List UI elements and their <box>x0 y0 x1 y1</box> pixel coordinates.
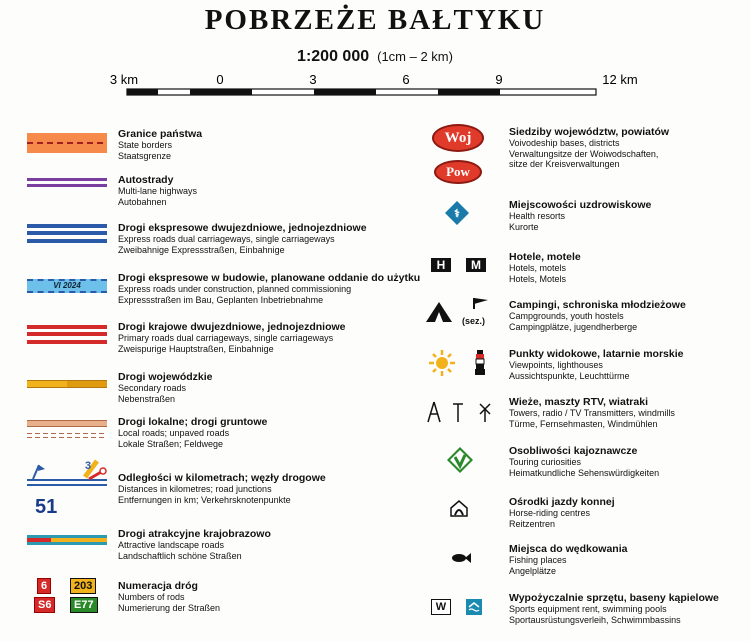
legend-entry-express-roads: Drogi ekspresowe dwujezdniowe, jednojezdniowe Express roads dual carriageways, single carriageways Zweibahnige Expressstraßen, Einbahnige <box>118 222 367 255</box>
scale-note: (1cm – 2 km) <box>377 49 453 64</box>
fishing-icon <box>450 552 472 564</box>
legend-entry-hotels: Hotele, motele Hotels, motels Hotels, Motels <box>509 251 581 284</box>
scale-bar <box>0 72 750 102</box>
legend-title: POBRZEŻE BAŁTYKU <box>204 4 546 36</box>
season-label: (sez.) <box>462 316 486 326</box>
state-border-symbol <box>27 133 107 153</box>
road-number-badge: 6 <box>37 578 51 594</box>
legend-entry-curiosities: Osobliwości kajoznawcze Touring curiosities Heimatkundliche Sehenswürdigkeiten <box>509 445 660 478</box>
legend-entry-voivodeship-roads: Drogi wojewódzkie Secondary roads Nebenstraßen <box>118 371 213 404</box>
legend-entry-express-construction: Drogi ekspresowe w budowie, planowane oddanie do użytku Express roads under construction, planned commissioning Expressstraßen im Bau, Geplanten Inbetriebnahme <box>118 272 421 305</box>
legend-entry-campings: Campingi, schroniska młodzieżowe Campgrounds, youth hostels Campingplätze, jugendherberge <box>509 299 686 332</box>
scale-ratio: 1:200 000 (1cm – 2 km) <box>297 48 453 65</box>
scale-tick-label: 0 <box>216 72 224 87</box>
highway-symbol <box>27 178 107 187</box>
touring-curiosity-icon <box>446 446 474 474</box>
legend-entry-national-roads: Drogi krajowe dwujezdniowe, jednojezdniowe Primary roads dual carriageways, single carriageways Zweispurige Hauptstraßen, Einbahnige <box>118 321 346 354</box>
svg-text:⚕: ⚕ <box>454 208 460 220</box>
construction-date-label: VI 2024 <box>27 279 107 293</box>
local-road-symbol <box>27 420 107 438</box>
health-resort-icon <box>444 200 470 226</box>
scenic-road-symbol <box>27 535 107 545</box>
legend-entry-rentals: Wypożyczalnie sprzętu, baseny kąpielowe Sports equipment rent, swimming pools Sportausrüstungsverleih, Schwimmbassins <box>509 592 719 625</box>
district-seat-symbol: Pow <box>434 160 482 184</box>
tower-mast-windmill-icons <box>424 400 498 424</box>
legend-entry-seats: Siedziby województw, powiatów Voivodeship bases, districts Verwaltungsitze der Woiwodschaften, sitze der Kreisverwaltungen <box>509 126 670 169</box>
distance-junction-symbol <box>25 455 115 517</box>
express-road-symbol <box>27 224 107 243</box>
scale-tick-label: 12 km <box>602 72 638 87</box>
legend-entry-fishing: Miejsca do wędkowania Fishing places Angelplätze <box>509 543 628 576</box>
youth-hostel-icon <box>470 296 494 310</box>
legend-entry-scenic-roads: Drogi atrakcyjne krajobrazowo Attractive landscape roads Landschaftlich schöne Straßen <box>118 528 271 561</box>
scale-tick-label: 6 <box>402 72 410 87</box>
scale-tick-label: 9 <box>495 72 503 87</box>
scale-tick-label: 3 km <box>109 72 139 87</box>
motel-icon: M <box>466 258 486 272</box>
swimming-pool-icon <box>465 598 483 616</box>
voivodeship-seat-symbol: Woj <box>432 124 484 152</box>
road-number-badge: E77 <box>70 597 98 613</box>
horse-riding-icon <box>449 499 469 517</box>
legend-entry-highways: Autostrady Multi-lane highways Autobahnen <box>118 174 198 207</box>
hotel-icon: H <box>431 258 451 272</box>
equipment-rent-icon: W <box>431 599 451 615</box>
legend-entry-health-resorts: Miejscowości uzdrowiskowe Health resorts Kurorte <box>509 199 652 232</box>
express-construction-symbol <box>27 279 107 293</box>
legend-entry-state-borders: Granice państwa State borders Staatsgrenze <box>118 128 203 161</box>
voivodeship-road-symbol <box>27 380 107 388</box>
distance-km-label: 3 <box>85 460 92 472</box>
lighthouse-icon <box>473 348 487 378</box>
legend-entry-horse-riding: Ośrodki jazdy konnej Horse-riding centres Reitzentren <box>509 496 615 529</box>
viewpoint-icon <box>428 349 456 377</box>
camping-icon <box>424 300 454 324</box>
legend-entry-viewpoints: Punkty widokowe, latarnie morskie Viewpoints, lighthouses Aussichtspunkte, Leuchttürme <box>509 348 684 381</box>
scale-tick-label: 3 <box>309 72 317 87</box>
junction-number-label: 51 <box>35 496 58 517</box>
legend-entry-towers: Wieże, maszty RTV, wiatraki Towers, radio / TV Transmitters, windmills Türme, Fernsehmasten, Windmühlen <box>509 396 675 429</box>
legend-entry-local-roads: Drogi lokalne; drogi gruntowe Local roads; unpaved roads Lokale Straßen; Feldwege <box>118 416 268 449</box>
national-road-symbol <box>27 325 107 344</box>
road-number-badge: 203 <box>70 578 96 594</box>
road-number-badge: S6 <box>34 597 55 613</box>
legend-entry-distances: Odległości w kilometrach; węzły drogowe Distances in kilometres; road junctions Entfernungen in km; Verkehrsknotenpunkte <box>118 472 326 505</box>
legend-entry-road-numbers: Numeracja dróg Numbers of rods Numerierung der Straßen <box>118 580 221 613</box>
